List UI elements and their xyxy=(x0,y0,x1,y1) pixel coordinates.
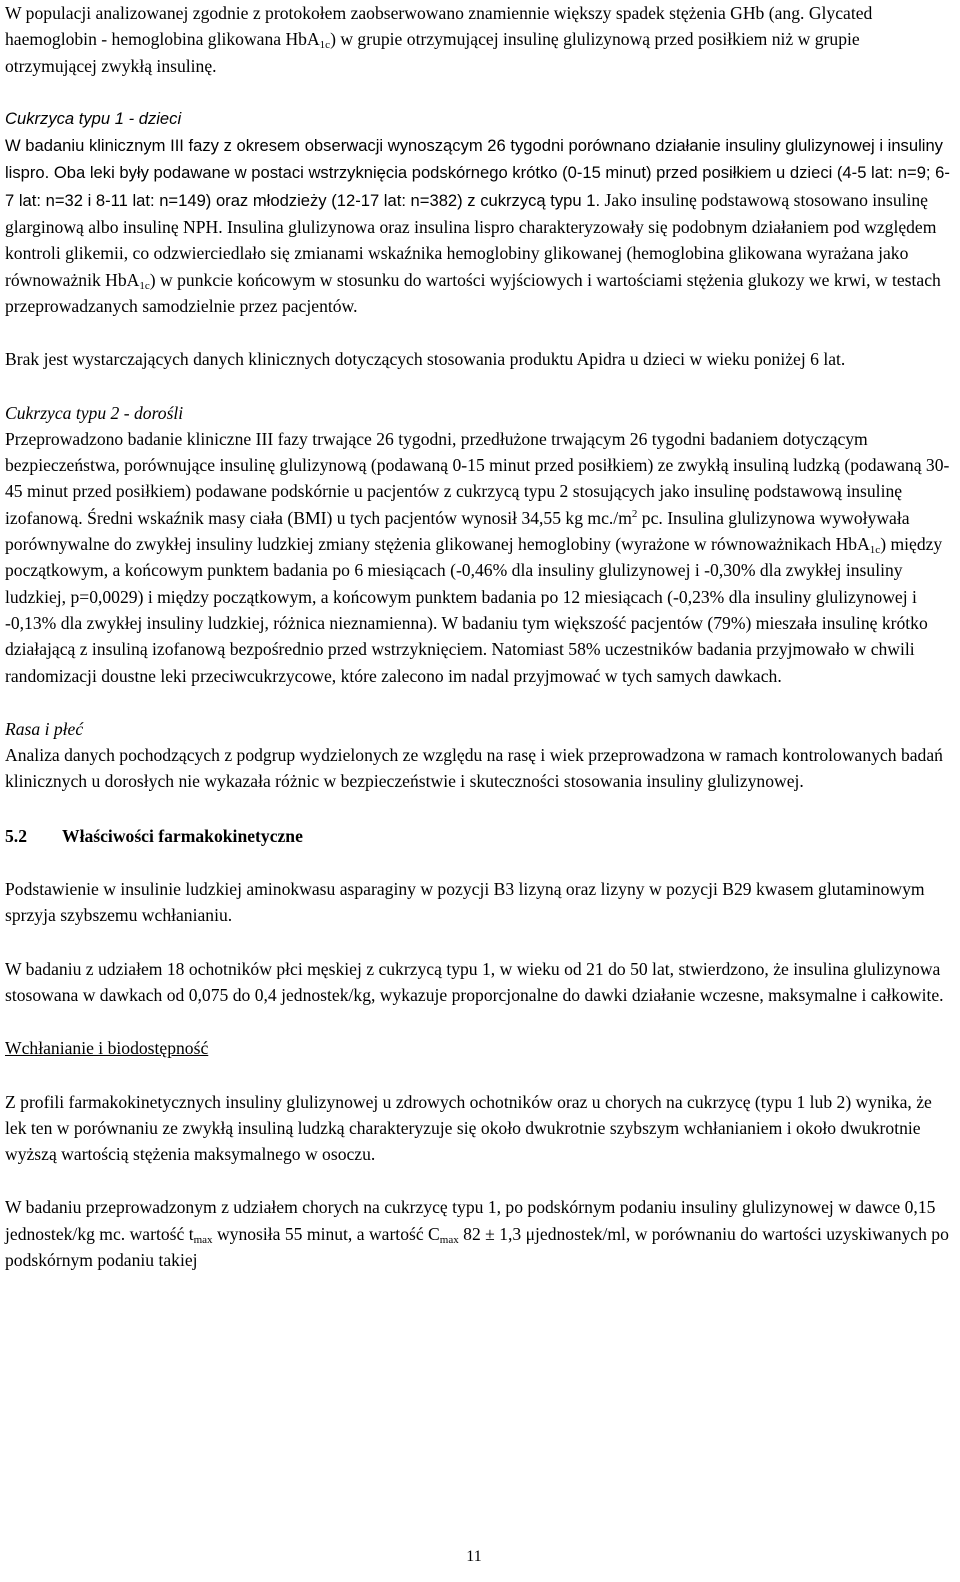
subscript: 1c xyxy=(319,39,331,52)
text: 82 ± 1,3 μjednostek/ml, w porównaniu do wartości uzyskiwanych po podskórnym podaniu takiej xyxy=(5,1223,949,1270)
section-heading-race-sex: Rasa i płeć xyxy=(5,718,84,739)
text: ) w punkcie końcowym w stosunku do wartości wyjściowych i wartościami stężenia glukozy we krwi, w testach przeprowadzanych samodzielnie przez pacjentów. xyxy=(5,269,941,316)
text: ) w grupie otrzymującej insulinę glulizynową przed posiłkiem niż w grupie otrzymującej zwykłą insulinę. xyxy=(5,29,860,76)
text: wynosiła 55 minut, a wartość C xyxy=(212,1223,440,1244)
text: ) między początkowym, a końcowym punktem badania po 6 miesiącach (-0,46% dla insuliny glulizynowej i -0,30% dla zwykłej insuliny ludzkiej, p=0,0029) i między początkowym, a końcowym punktem badania po 12 miesiącach (-0,23% dla insuliny glulizynowej i -0,13% dla zwykłej insuliny ludzkiej, różnica nieznamienna). W badaniu tym większość pacjentów (79%) mieszała insulinę krótko działającą z insuliną izofanową bezpośrednio przed wstrzyknięciem. Natomiast 58% uczestników badania przyjmowało w chwili randomizacji doustne leki przeciwcukrzycowe, które zalecono im nadal przyjmować w tych samych dawkach. xyxy=(5,534,943,686)
text: Oba leki były podawane w postaci wstrzyknięcia podskórnego krótko (0-15 minut) przed posiłkiem u dzieci (4-5 lat: n=9; 6-7 lat: n=32 i 8-11 lat: n=149) oraz młodzieży (12-17 lat: n=382) z cukrzycą typu 1. xyxy=(5,163,950,210)
text: Przeprowadzono badanie kliniczne III fazy trwające 26 tygodni, przedłużone trwającym 26 tygodni badaniem dotyczącym bezpieczeństwa, porównujące insulinę glulizynową (podawaną 0-15 minut przed posiłkiem) ze zwykłą insuliną ludzką (podawaną 30-45 minut przed posiłkiem) podawane podskórnie u pacjentów z cukrzycą typu 2 stosujących jako insulinę podstawową insulinę izofanową. Średni wskaźnik masy ciała (BMI) u tych pacjentów wynosił 34,55 kg mc./m xyxy=(5,428,950,528)
paragraph-18-volunteers: W badaniu z udziałem 18 ochotników płci męskiej z cukrzycą typu 1, w wieku od 21 do 50 lat, stwierdzono, że insulina glulizynowa stosowana w dawkach od 0,075 do 0,4 jednostek/kg, wykazuje proporcjonalne do dawki działanie wczesne, maksymalne i całkowite. xyxy=(5,958,944,1005)
section-title: Właściwości farmakokinetyczne xyxy=(62,825,303,846)
text: pc. Insulina glulizynowa wywoływała porównywalne do zwykłej insuliny ludzkiej zmiany stężenia glikowanej hemoglobiny (wyrażone w równoważnikach HbA xyxy=(5,507,910,555)
superscript: 2 xyxy=(631,507,638,520)
section-heading-type1-children: Cukrzyca typu 1 - dzieci xyxy=(5,108,182,128)
paragraph-children-data: Brak jest wystarczających danych klinicznych dotyczących stosowania produktu Apidra u dzieci w wieku poniżej 6 lat. xyxy=(5,349,846,370)
subscript: 1c xyxy=(139,279,150,292)
text: Jako insulinę podstawową stosowano insulinę glarginową albo insulinę NPH. Insulina glulizynowa oraz insulina lispro charakteryzowały się podobnym działaniem pod względem kontroli glikemii, co odzwierciedlało się zmianami wskaźnika hemoglobiny glikowanej (hemoglobina glikowana wyrażana jako równoważnik HbA xyxy=(5,189,937,290)
paragraph-type1-children xyxy=(5,132,953,319)
paragraph-ghb xyxy=(5,0,953,79)
paragraph-tmax-cmax xyxy=(5,1194,953,1273)
paragraph-race-sex: Analiza danych pochodzących z podgrup wydzielonych ze względu na rasę i wiek przeprowadzona w ramach kontrolowanych badań klinicznych u dorosłych nie wykazała różnic w bezpieczeństwie i skuteczności stosowania insuliny glulizynowej. xyxy=(5,745,943,792)
paragraph-substitution: Podstawienie w insulinie ludzkiej aminokwasu asparaginy w pozycji B3 lizyną oraz lizyny w pozycji B29 kwasem glutaminowym sprzyja szybszemu wchłanianiu. xyxy=(5,879,925,926)
section-number: 5.2 xyxy=(5,825,27,846)
section-heading-5-2 xyxy=(5,823,953,849)
text: W badaniu klinicznym III fazy z okresem obserwacji wynoszącym 26 tygodni porównano działanie insuliny glulizynowej i insuliny lispro. xyxy=(5,136,943,183)
text: W populacji analizowanej zgodnie z protokołem zaobserwowano znamiennie większy spadek stężenia GHb (ang. Glycated haemoglobin - hemoglobina glikowana HbA xyxy=(5,3,873,50)
subscript: max xyxy=(439,1233,459,1246)
document-page xyxy=(5,0,953,1273)
section-heading-type2-adults: Cukrzyca typu 2 - dorośli xyxy=(5,402,184,423)
subscript: 1c xyxy=(869,544,881,557)
paragraph-type2-adults xyxy=(5,426,953,689)
subscript: max xyxy=(193,1233,213,1246)
page-number: 11 xyxy=(466,1548,482,1565)
subheading-absorption: Wchłanianie i biodostępność xyxy=(5,1038,209,1059)
text: W badaniu przeprowadzonym z udziałem chorych na cukrzycę typu 1, po podskórnym podaniu insuliny glulizynowej w dawce 0,15 jednostek/kg mc. wartość t xyxy=(5,1197,936,1244)
paragraph-pk-profiles: Z profili farmakokinetycznych insuliny glulizynowej u zdrowych ochotników oraz u chorych na cukrzycę (typu 1 lub 2) wynika, że lek ten w porównaniu ze zwykłą insuliną ludzką charakteryzuje się około dwukrotnie szybszym wchłanianiem i około dwukrotnie wyższą wartością stężenia maksymalnego w osoczu. xyxy=(5,1091,932,1165)
